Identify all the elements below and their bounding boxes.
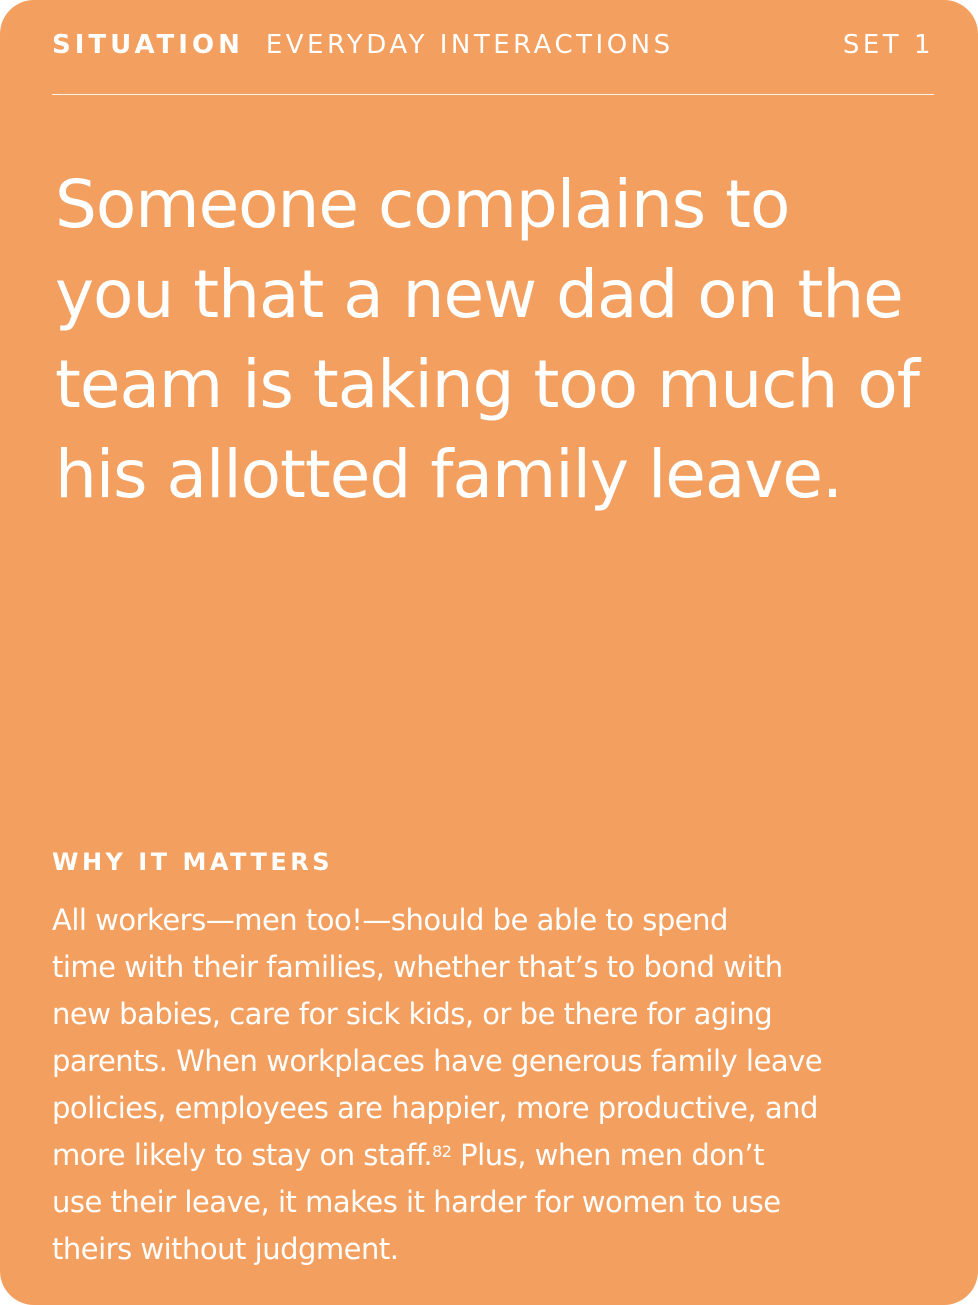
header-divider bbox=[52, 94, 934, 95]
card-header bbox=[52, 30, 934, 60]
body-text: more likely to stay on staff. bbox=[52, 1138, 433, 1172]
body-line: time with their families, whether that’s to bond with bbox=[52, 950, 783, 984]
title-line: his allotted family leave. bbox=[55, 436, 842, 513]
situation-title bbox=[55, 160, 919, 520]
footnote-ref: 82 bbox=[432, 1142, 452, 1161]
title-line: you that a new dad on the bbox=[55, 256, 903, 333]
body-line bbox=[52, 1132, 822, 1179]
body-line: use their leave, it makes it harder for women to use bbox=[52, 1185, 781, 1219]
body-text: Plus, when men don’t bbox=[451, 1138, 764, 1172]
body-line: new babies, care for sick kids, or be there for aging bbox=[52, 997, 773, 1031]
why-heading: WHY IT MATTERS bbox=[52, 848, 333, 876]
card-type-label: SITUATION bbox=[52, 30, 244, 60]
body-line: parents. When workplaces have generous family leave bbox=[52, 1044, 823, 1078]
card-set: SET 1 bbox=[842, 30, 934, 60]
title-line: team is taking too much of bbox=[55, 346, 919, 423]
body-line: policies, employees are happier, more productive, and bbox=[52, 1091, 818, 1125]
body-line: All workers—men too!—should be able to spend bbox=[52, 903, 728, 937]
title-line: Someone complains to bbox=[55, 166, 790, 243]
body-line: theirs without judgment. bbox=[52, 1232, 399, 1266]
why-body bbox=[52, 897, 822, 1273]
card-category: EVERYDAY INTERACTIONS bbox=[265, 30, 674, 60]
